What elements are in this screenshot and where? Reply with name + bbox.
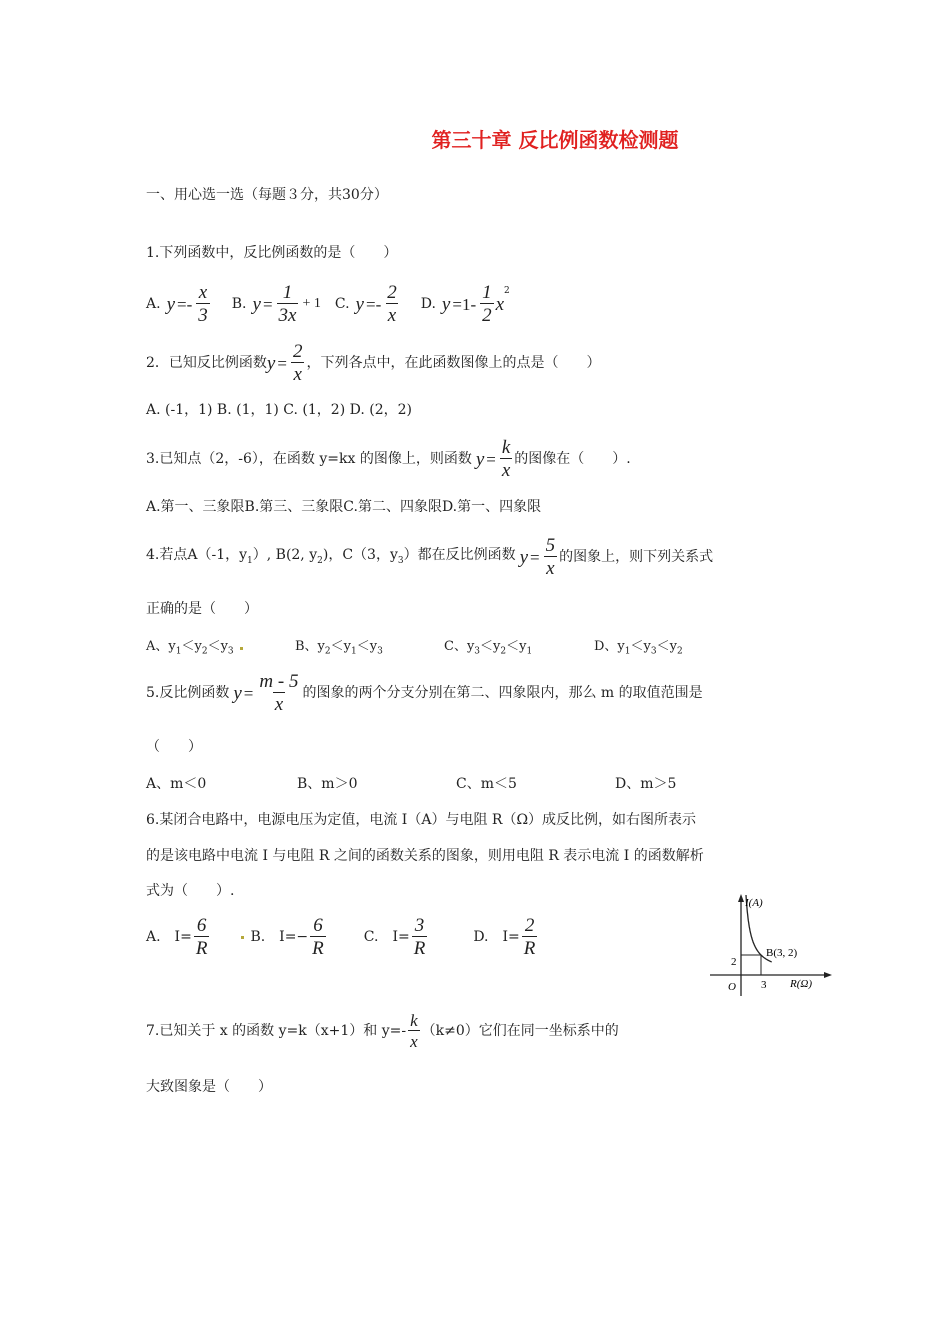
option-b-label: B. bbox=[231, 296, 247, 312]
formula-tail: + 1 bbox=[302, 296, 321, 311]
formula-op: = bbox=[530, 547, 540, 567]
question-7-line2: 大致图象是（ ） bbox=[146, 1079, 272, 1095]
formula-var: y bbox=[233, 682, 242, 704]
question-2-stem bbox=[146, 342, 600, 384]
option-a-label: A. bbox=[146, 296, 161, 312]
fraction: $\frac{3}{R}$ bbox=[413, 915, 426, 959]
point-label: B(3, 2) bbox=[766, 947, 798, 959]
question-5-text-end: 的图象的两个分支分别在第二、四象限内，那么 m 的取值范围是 bbox=[302, 685, 703, 701]
exponent: 2 bbox=[504, 286, 510, 296]
question-5-paren: （ ） bbox=[146, 739, 202, 755]
question-4-stem bbox=[146, 536, 713, 578]
option-d-label: D. bbox=[420, 296, 436, 312]
current-resistance-graph bbox=[704, 892, 836, 1004]
formula-op: = bbox=[262, 294, 273, 314]
question-4-text: 4.若点A（-1，$y_1$）, B(2, $y_2$)，C（3，$y_3$）都在反比例函数 bbox=[146, 547, 516, 566]
question-2-text-end: ，下列各点中，在此函数图像上的点是（ ） bbox=[306, 355, 601, 371]
fraction: x 3 bbox=[198, 282, 208, 326]
question-3-stem bbox=[146, 438, 631, 480]
question-4-option-d: D、$y_1<y_3<y_2$ bbox=[594, 639, 683, 657]
question-3-text: 3.已知点（2，-6），在函数 y=kx 的图像上，则函数 bbox=[146, 451, 472, 467]
question-4-option-c: C、$y_3<y_2<y_1$ bbox=[444, 639, 533, 657]
x-tick-label: 3 bbox=[761, 979, 767, 991]
fraction: $\frac{m - 5}{x}$ bbox=[259, 671, 299, 715]
question-6-line1: 6.某闭合电路中，电源电压为定值，电流 I（A）与电阻 R（Ω）成反比例，如右图所表示 bbox=[146, 812, 697, 828]
fraction: $\frac{1}{3x}$ bbox=[278, 282, 297, 326]
question-7-stem bbox=[146, 1012, 619, 1050]
fraction: $\frac{6}{R}$ bbox=[312, 915, 324, 959]
fraction: 1 2 bbox=[482, 282, 492, 326]
fraction: $\frac{k}{x}$ bbox=[501, 437, 511, 481]
question-5-option-b: B、m＞0 bbox=[297, 776, 358, 792]
formula-var: y bbox=[252, 293, 261, 315]
formula-op: = bbox=[277, 353, 287, 373]
formula-op: = bbox=[243, 683, 254, 703]
fraction: $\frac{2}{R}$ bbox=[523, 915, 536, 959]
question-4-option-a: A、$y_1<y_2<y_3$ bbox=[146, 640, 245, 657]
formula-var: y bbox=[475, 448, 485, 470]
question-3-options: A.第一、三象限B.第三、三象限C.第二、四象限D.第一、四象限 bbox=[146, 499, 542, 515]
option-b-label: B. I=− bbox=[250, 929, 309, 945]
question-4-option-b: B、$y_2<y_1<y_3$ bbox=[295, 639, 383, 657]
question-3-text-end: 的图像在（ ）. bbox=[514, 451, 631, 467]
question-5-text: 5.反比例函数 bbox=[146, 685, 230, 701]
origin-label: O bbox=[728, 981, 736, 993]
formula-var: y bbox=[355, 293, 364, 315]
formula-var: x bbox=[495, 293, 505, 315]
page-title: 第三十章 反比例函数检测题 bbox=[431, 128, 679, 152]
question-1-stem: 1.下列函数中，反比例函数的是（ ） bbox=[146, 245, 398, 261]
y-axis-arrow bbox=[738, 894, 744, 902]
question-5-option-d: D、m＞5 bbox=[615, 776, 677, 792]
y-tick-label: 2 bbox=[731, 956, 737, 968]
formula-var: y bbox=[441, 293, 451, 315]
formula-var: y bbox=[519, 546, 529, 568]
question-1-options bbox=[146, 283, 510, 325]
fraction: 2 x bbox=[387, 282, 397, 326]
fraction: $\frac{5}{x}$ bbox=[545, 535, 556, 579]
formula-op: =- bbox=[177, 294, 193, 314]
question-5-option-c: C、m＜5 bbox=[456, 776, 517, 792]
formula-op: =1- bbox=[452, 294, 477, 314]
option-a-label: A. I= bbox=[146, 929, 192, 945]
formula-op: = bbox=[486, 449, 496, 469]
question-6-line2: 的是该电路中电流 I 与电阻 R 之间的函数关系的图象，则用电阻 R 表示电流 I 的函数解析 bbox=[146, 848, 704, 864]
question-6-line3: 式为（ ）. bbox=[146, 883, 235, 899]
option-c-label: C. I= bbox=[363, 929, 410, 945]
question-5-option-a: A、m＜0 bbox=[146, 776, 207, 792]
fraction: k x bbox=[410, 1011, 418, 1051]
question-4-stem-line2: 正确的是（ ） bbox=[146, 601, 258, 617]
question-7-text: 7.已知关于 x 的函数 y=k（x+1）和 y=- bbox=[146, 1023, 407, 1039]
question-4-text-end: 的图象上，则下列关系式 bbox=[559, 549, 714, 565]
question-2-text: 2．已知反比例函数 bbox=[146, 355, 267, 371]
fraction: $\frac{2}{x}$ bbox=[292, 341, 303, 385]
option-c-label: C. bbox=[334, 296, 350, 312]
y-axis-label: I(A) bbox=[745, 897, 763, 909]
stray-mark bbox=[241, 936, 244, 939]
formula-var: y bbox=[166, 293, 175, 315]
question-2-options: A. (-1，1) B. (1，1) C. (1，2) D. (2，2) bbox=[146, 402, 412, 418]
x-axis-label: R(Ω) bbox=[790, 978, 812, 990]
question-5-stem bbox=[146, 672, 703, 714]
option-d-label: D. I= bbox=[473, 929, 520, 945]
question-7-text-end: （k≠0）它们在同一坐标系中的 bbox=[421, 1023, 619, 1039]
section-heading: 一、用心选一选（每题３分，共30分） bbox=[146, 187, 388, 203]
question-6-options bbox=[146, 916, 539, 958]
formula-var: y bbox=[266, 352, 276, 374]
fraction: $\frac{6}{R}$ bbox=[195, 915, 208, 959]
x-axis-arrow bbox=[824, 972, 832, 978]
formula-op: =- bbox=[365, 294, 382, 314]
